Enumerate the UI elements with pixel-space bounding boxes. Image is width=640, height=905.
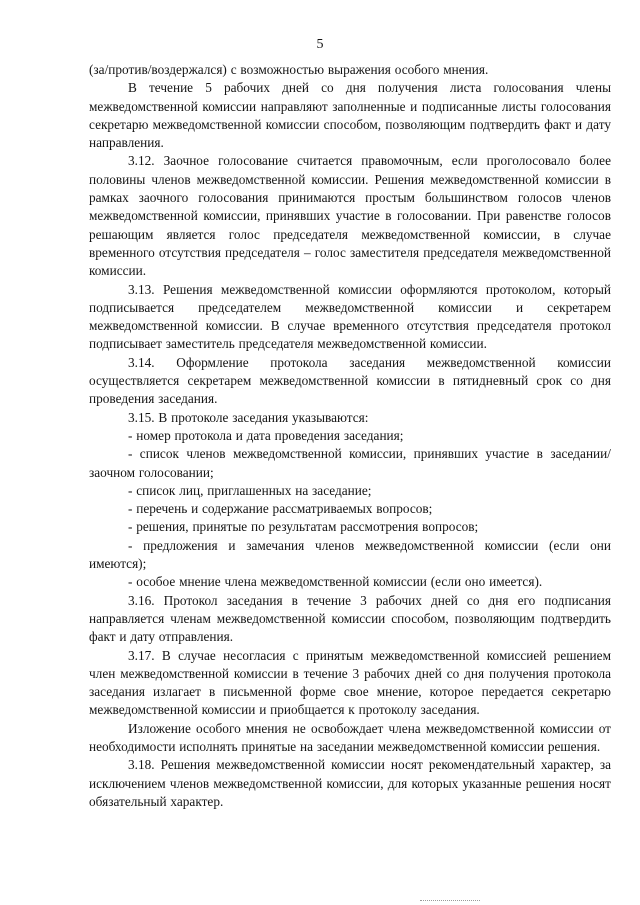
list-item: - особое мнение члена межведомственной комиссии (если оно имеется). [128,574,543,590]
list-item: - предложения и замечания членов межведомственной комиссии (если они имеются); [89,537,611,572]
paragraph-dissent: Изложение особого мнения не освобождает члена межведомственной комиссии от необходимости исполнять принятые на заседании межведомственной комиссии решения. [89,720,611,754]
paragraph-3-16: 3.16. Протокол заседания в течение 3 рабочих дней со дня его подписания направляется членам межведомственной комиссии способом, позволяющим подтвердить факт и дату отправления. [89,592,611,645]
paragraph-3-18: 3.18. Решения межведомственной комиссии носят рекомендательный характер, за исключением членов межведомственной комиссии, для которых указанные решения носят обязательный характер. [89,757,611,809]
paragraph-voting-deadline: В течение 5 рабочих дней со дня получения листа голосования члены межведомственной комиссии направляют заполненные и подписанные листы голосования секретарю межведомственной комиссии способом, позволяющим подтвердить факт и дату направления. [89,80,611,151]
list-item: - решения, принятые по результатам рассмотрения вопросов; [128,519,479,535]
paragraph-3-15: 3.15. В протоколе заседания указываются: [128,409,369,425]
scan-artifact [0,900,640,903]
paragraph-continuation: (за/против/воздержался) с возможностью выражения особого мнения. [89,62,489,77]
document-body [89,61,611,811]
paragraph-3-17: 3.17. В случае несогласия с принятым межведомственной комиссией решением член межведомственной комиссии в течение 3 рабочих дней со дня получения протокола заседания излагает в письменной форме свое мнение, которое передается секретарю межведомственной комиссии и приобщается к протоколу заседания. [89,647,611,718]
list-item: - список лиц, приглашенных на заседание; [128,482,372,498]
list-item: - номер протокола и дата проведения заседания; [128,427,404,443]
page-number: 5 [316,37,324,52]
paragraph-3-14: 3.14. Оформление протокола заседания межведомственной комиссии осуществляется секретарем межведомственной комиссии в пятидневный срок со дня проведения заседания. [89,354,611,407]
paragraph-3-13: 3.13. Решения межведомственной комиссии оформляются протоколом, который подписывается председателем межведомственной комиссии и секретарем межведомственной комиссии. В случае временного отсутствия председателя протокол подписывает заместитель председателя межведомственной комиссии. [89,281,611,352]
list-item: - перечень и содержание рассматриваемых вопросов; [128,501,433,517]
list-item: - список членов межведомственной комиссии, принявших участие в заседании/заочном голосовании; [89,446,611,480]
paragraph-3-12: 3.12. Заочное голосование считается правомочным, если проголосовало более половины членов межведомственной комиссии. Решения межведомственной комиссии в рамках заочного голосования принимаются простым большинством голосов членов межведомственной комиссии, принявших участие в голосовании. При равенстве голосов решающим является голос председателя межведомственной комиссии, в случае временного отсутствия председателя – голос заместителя председателя межведомственной комиссии. [89,153,611,279]
